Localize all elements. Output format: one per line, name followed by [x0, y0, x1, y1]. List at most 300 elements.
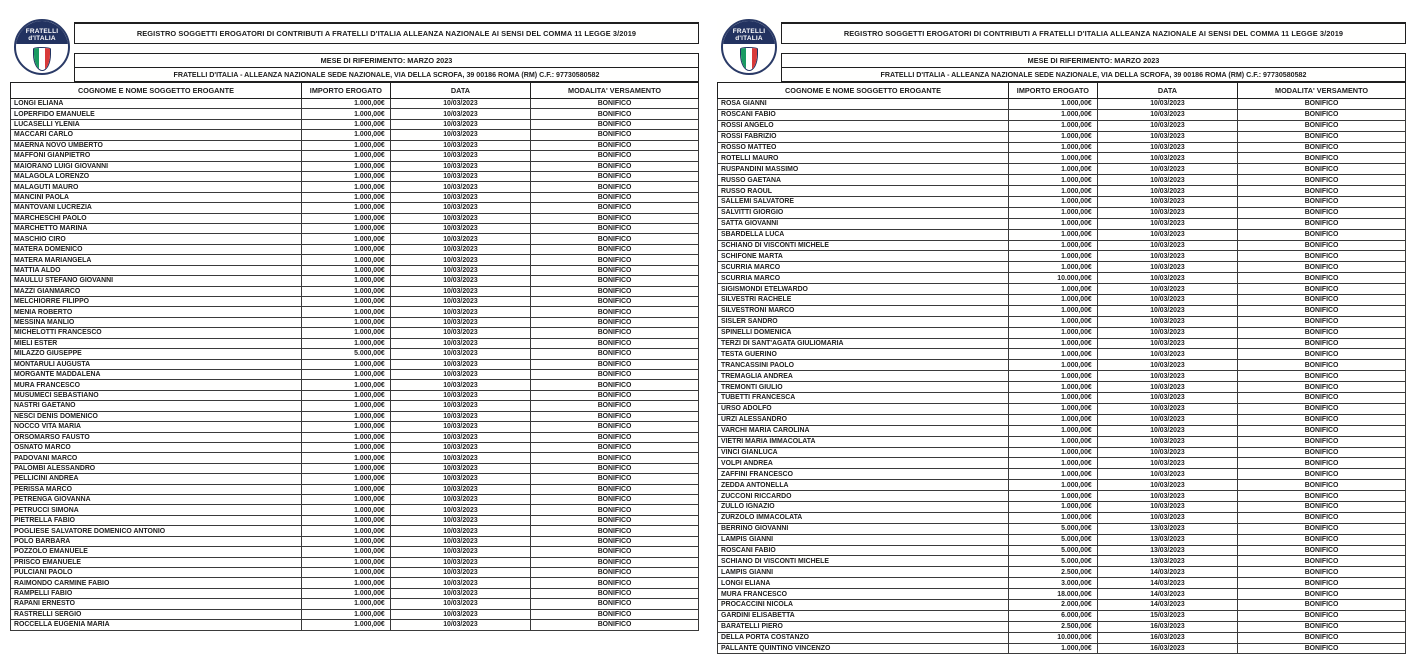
method-cell: BONIFICO [1238, 393, 1406, 404]
donor-name-cell: ZEDDA ANTONELLA [718, 480, 1009, 491]
amount-cell: 1.000,00€ [1009, 512, 1098, 523]
col-header-name: COGNOME E NOME SOGGETTO EROGANTE [11, 83, 302, 99]
table-row [11, 119, 699, 129]
table-row [718, 534, 1406, 545]
date-cell: 10/03/2023 [1097, 338, 1237, 349]
method-cell: BONIFICO [531, 390, 699, 400]
date-cell: 10/03/2023 [1097, 447, 1237, 458]
date-cell: 10/03/2023 [390, 297, 530, 307]
method-cell: BONIFICO [531, 307, 699, 317]
date-cell: 15/03/2023 [1097, 610, 1237, 621]
amount-cell: 1.000,00€ [1009, 425, 1098, 436]
table-row [11, 224, 699, 234]
date-cell: 10/03/2023 [390, 99, 530, 109]
date-cell: 10/03/2023 [1097, 305, 1237, 316]
table-row [718, 610, 1406, 621]
amount-cell: 1.000,00€ [302, 453, 391, 463]
donor-name-cell: MAZZI GIANMARCO [11, 286, 302, 296]
table-row [718, 393, 1406, 404]
page-header [717, 18, 1406, 82]
method-cell: BONIFICO [531, 297, 699, 307]
donor-name-cell: BERRINO GIOVANNI [718, 523, 1009, 534]
amount-cell: 1.000,00€ [302, 495, 391, 505]
table-row [718, 316, 1406, 327]
table-row [718, 414, 1406, 425]
table-row [718, 403, 1406, 414]
table-row [11, 380, 699, 390]
donor-name-cell: PRISCO EMANUELE [11, 557, 302, 567]
method-cell: BONIFICO [531, 578, 699, 588]
table-row [718, 120, 1406, 131]
donor-name-cell: ROSSI FABRIZIO [718, 131, 1009, 142]
fratelli-ditalia-logo-icon [721, 19, 777, 75]
date-cell: 10/03/2023 [1097, 436, 1237, 447]
method-cell: BONIFICO [1238, 621, 1406, 632]
amount-cell: 1.000,00€ [1009, 142, 1098, 153]
table-row [11, 442, 699, 452]
table-row [718, 491, 1406, 502]
donors-table [10, 82, 699, 631]
method-cell: BONIFICO [531, 192, 699, 202]
date-cell: 10/03/2023 [390, 432, 530, 442]
table-row [718, 480, 1406, 491]
amount-cell: 1.000,00€ [302, 255, 391, 265]
donor-name-cell: LAMPIS GIANNI [718, 567, 1009, 578]
table-row [11, 557, 699, 567]
table-row [11, 359, 699, 369]
table-row [718, 207, 1406, 218]
date-cell: 13/03/2023 [1097, 556, 1237, 567]
table-row [718, 131, 1406, 142]
method-cell: BONIFICO [1238, 360, 1406, 371]
method-cell: BONIFICO [1238, 480, 1406, 491]
amount-cell: 1.000,00€ [1009, 491, 1098, 502]
amount-cell: 1.000,00€ [1009, 284, 1098, 295]
date-cell: 10/03/2023 [1097, 425, 1237, 436]
date-cell: 10/03/2023 [390, 557, 530, 567]
donor-name-cell: MICHELOTTI FRANCESCO [11, 328, 302, 338]
amount-cell: 1.000,00€ [302, 244, 391, 254]
amount-cell: 1.000,00€ [302, 474, 391, 484]
donor-name-cell: RASTRELLI SERGIO [11, 609, 302, 619]
date-cell: 10/03/2023 [390, 307, 530, 317]
amount-cell: 1.000,00€ [302, 422, 391, 432]
donor-name-cell: MASCHIO CIRO [11, 234, 302, 244]
table-row [11, 390, 699, 400]
donor-name-cell: RUSSO GAETANA [718, 175, 1009, 186]
method-cell: BONIFICO [531, 171, 699, 181]
amount-cell: 1.000,00€ [302, 463, 391, 473]
amount-cell: 1.000,00€ [1009, 218, 1098, 229]
date-cell: 10/03/2023 [1097, 142, 1237, 153]
table-row [718, 512, 1406, 523]
date-cell: 10/03/2023 [390, 338, 530, 348]
date-cell: 10/03/2023 [390, 484, 530, 494]
date-cell: 10/03/2023 [1097, 371, 1237, 382]
table-header-row [718, 83, 1406, 99]
col-header-date: DATA [1097, 83, 1237, 99]
date-cell: 10/03/2023 [390, 588, 530, 598]
method-cell: BONIFICO [531, 328, 699, 338]
donor-name-cell: LONGI ELIANA [11, 99, 302, 109]
method-cell: BONIFICO [531, 255, 699, 265]
registry-page-1 [10, 18, 699, 631]
table-row [718, 338, 1406, 349]
method-cell: BONIFICO [531, 317, 699, 327]
method-cell: BONIFICO [531, 411, 699, 421]
amount-cell: 1.000,00€ [302, 224, 391, 234]
method-cell: BONIFICO [1238, 436, 1406, 447]
table-row [11, 203, 699, 213]
date-cell: 10/03/2023 [390, 328, 530, 338]
date-cell: 10/03/2023 [390, 213, 530, 223]
table-row [718, 371, 1406, 382]
donor-name-cell: MAULLU STEFANO GIOVANNI [11, 276, 302, 286]
date-cell: 10/03/2023 [390, 526, 530, 536]
amount-cell: 1.000,00€ [1009, 327, 1098, 338]
amount-cell: 1.000,00€ [1009, 349, 1098, 360]
amount-cell: 1.000,00€ [302, 359, 391, 369]
date-cell: 10/03/2023 [390, 109, 530, 119]
donor-name-cell: ORSOMARSO FAUSTO [11, 432, 302, 442]
donor-name-cell: VOLPI ANDREA [718, 458, 1009, 469]
logo-text-line1: FRATELLI [25, 28, 59, 35]
donors-table [717, 82, 1406, 654]
date-cell: 10/03/2023 [390, 505, 530, 515]
donor-name-cell: PIETRELLA FABIO [11, 515, 302, 525]
amount-cell: 1.000,00€ [302, 536, 391, 546]
method-cell: BONIFICO [1238, 469, 1406, 480]
table-row [718, 501, 1406, 512]
table-row [11, 265, 699, 275]
date-cell: 10/03/2023 [1097, 316, 1237, 327]
table-row [718, 153, 1406, 164]
date-cell: 10/03/2023 [1097, 207, 1237, 218]
amount-cell: 1.000,00€ [1009, 447, 1098, 458]
donor-name-cell: SCHIANO DI VISCONTI MICHELE [718, 240, 1009, 251]
donor-name-cell: ROSCANI FABIO [718, 109, 1009, 120]
col-header-amount: IMPORTO EROGATO [1009, 83, 1098, 99]
date-cell: 10/03/2023 [390, 567, 530, 577]
table-row [11, 474, 699, 484]
amount-cell: 1.000,00€ [302, 557, 391, 567]
table-row [11, 453, 699, 463]
donor-name-cell: MUSUMECI SEBASTIANO [11, 390, 302, 400]
table-row [718, 632, 1406, 643]
date-cell: 10/03/2023 [390, 140, 530, 150]
donor-name-cell: RUSPANDINI MASSIMO [718, 164, 1009, 175]
method-cell: BONIFICO [531, 401, 699, 411]
method-cell: BONIFICO [1238, 491, 1406, 502]
donor-name-cell: SILVESTRI RACHELE [718, 295, 1009, 306]
date-cell: 10/03/2023 [390, 609, 530, 619]
amount-cell: 5.000,00€ [1009, 523, 1098, 534]
date-cell: 10/03/2023 [1097, 109, 1237, 120]
table-row [718, 349, 1406, 360]
page-header [10, 18, 699, 82]
method-cell: BONIFICO [531, 130, 699, 140]
donor-name-cell: SPINELLI DOMENICA [718, 327, 1009, 338]
table-row [718, 578, 1406, 589]
donor-name-cell: POZZOLO EMANUELE [11, 547, 302, 557]
donor-name-cell: URZI ALESSANDRO [718, 414, 1009, 425]
table-row [718, 447, 1406, 458]
date-cell: 10/03/2023 [390, 349, 530, 359]
date-cell: 10/03/2023 [390, 359, 530, 369]
donor-name-cell: PALOMBI ALESSANDRO [11, 463, 302, 473]
amount-cell: 1.000,00€ [302, 609, 391, 619]
amount-cell: 10.000,00€ [1009, 273, 1098, 284]
amount-cell: 1.000,00€ [302, 588, 391, 598]
amount-cell: 1.000,00€ [1009, 643, 1098, 654]
amount-cell: 1.000,00€ [1009, 436, 1098, 447]
tricolor-flame-icon [740, 47, 758, 71]
date-cell: 10/03/2023 [390, 390, 530, 400]
method-cell: BONIFICO [1238, 643, 1406, 654]
donor-name-cell: BARATELLI PIERO [718, 621, 1009, 632]
table-row [11, 567, 699, 577]
date-cell: 10/03/2023 [1097, 403, 1237, 414]
table-header-row [11, 83, 699, 99]
date-cell: 10/03/2023 [390, 495, 530, 505]
date-cell: 10/03/2023 [1097, 262, 1237, 273]
table-row [11, 328, 699, 338]
donor-name-cell: MIELI ESTER [11, 338, 302, 348]
table-row [11, 411, 699, 421]
donor-name-cell: ROSA GIANNI [718, 99, 1009, 110]
date-cell: 10/03/2023 [1097, 240, 1237, 251]
method-cell: BONIFICO [1238, 425, 1406, 436]
amount-cell: 1.000,00€ [302, 161, 391, 171]
method-cell: BONIFICO [1238, 556, 1406, 567]
reference-month: MESE DI RIFERIMENTO: MARZO 2023 [74, 53, 699, 67]
donor-name-cell: MALAGOLA LORENZO [11, 171, 302, 181]
table-row [718, 469, 1406, 480]
logo-text-line1: FRATELLI [732, 28, 766, 35]
donor-name-cell: MONTARULI AUGUSTA [11, 359, 302, 369]
col-header-amount: IMPORTO EROGATO [302, 83, 391, 99]
amount-cell: 1.000,00€ [1009, 240, 1098, 251]
date-cell: 10/03/2023 [390, 317, 530, 327]
date-cell: 10/03/2023 [1097, 393, 1237, 404]
date-cell: 10/03/2023 [390, 276, 530, 286]
method-cell: BONIFICO [1238, 305, 1406, 316]
donor-name-cell: MAFFONI GIANPIETRO [11, 151, 302, 161]
method-cell: BONIFICO [531, 349, 699, 359]
amount-cell: 1.000,00€ [302, 140, 391, 150]
method-cell: BONIFICO [1238, 262, 1406, 273]
amount-cell: 1.000,00€ [1009, 338, 1098, 349]
amount-cell: 1.000,00€ [302, 484, 391, 494]
donor-name-cell: MALAGUTI MAURO [11, 182, 302, 192]
method-cell: BONIFICO [531, 526, 699, 536]
date-cell: 10/03/2023 [390, 182, 530, 192]
table-row [11, 432, 699, 442]
amount-cell: 1.000,00€ [302, 307, 391, 317]
amount-cell: 1.000,00€ [1009, 403, 1098, 414]
amount-cell: 1.000,00€ [302, 119, 391, 129]
donor-name-cell: NESCI DENIS DOMENICO [11, 411, 302, 421]
table-row [11, 620, 699, 630]
method-cell: BONIFICO [531, 151, 699, 161]
donor-name-cell: RAPANI ERNESTO [11, 599, 302, 609]
date-cell: 10/03/2023 [390, 192, 530, 202]
amount-cell: 1.000,00€ [1009, 382, 1098, 393]
method-cell: BONIFICO [1238, 131, 1406, 142]
amount-cell: 5.000,00€ [302, 349, 391, 359]
table-row [11, 536, 699, 546]
method-cell: BONIFICO [1238, 175, 1406, 186]
donor-name-cell: DELLA PORTA COSTANZO [718, 632, 1009, 643]
amount-cell: 2.500,00€ [1009, 567, 1098, 578]
amount-cell: 1.000,00€ [302, 599, 391, 609]
amount-cell: 1.000,00€ [1009, 316, 1098, 327]
amount-cell: 1.000,00€ [302, 526, 391, 536]
date-cell: 10/03/2023 [1097, 295, 1237, 306]
table-row [718, 523, 1406, 534]
method-cell: BONIFICO [1238, 284, 1406, 295]
method-cell: BONIFICO [1238, 142, 1406, 153]
donor-name-cell: SCHIFONE MARTA [718, 251, 1009, 262]
method-cell: BONIFICO [1238, 164, 1406, 175]
table-row [11, 286, 699, 296]
donor-name-cell: MATERA MARIANGELA [11, 255, 302, 265]
date-cell: 10/03/2023 [1097, 501, 1237, 512]
method-cell: BONIFICO [1238, 414, 1406, 425]
table-row [718, 545, 1406, 556]
method-cell: BONIFICO [531, 265, 699, 275]
amount-cell: 1.000,00€ [302, 297, 391, 307]
donor-name-cell: ZURZOLO IMMACOLATA [718, 512, 1009, 523]
amount-cell: 1.000,00€ [302, 317, 391, 327]
table-row [718, 458, 1406, 469]
date-cell: 13/03/2023 [1097, 545, 1237, 556]
date-cell: 10/03/2023 [1097, 512, 1237, 523]
method-cell: BONIFICO [1238, 153, 1406, 164]
table-row [11, 171, 699, 181]
date-cell: 16/03/2023 [1097, 621, 1237, 632]
table-row [11, 161, 699, 171]
method-cell: BONIFICO [1238, 512, 1406, 523]
donor-name-cell: NOCCO VITA MARIA [11, 422, 302, 432]
date-cell: 10/03/2023 [390, 380, 530, 390]
method-cell: BONIFICO [531, 453, 699, 463]
method-cell: BONIFICO [531, 599, 699, 609]
amount-cell: 1.000,00€ [302, 567, 391, 577]
table-row [11, 588, 699, 598]
date-cell: 10/03/2023 [1097, 469, 1237, 480]
table-row [718, 99, 1406, 110]
fratelli-ditalia-logo-icon [14, 19, 70, 75]
method-cell: BONIFICO [531, 161, 699, 171]
date-cell: 16/03/2023 [1097, 632, 1237, 643]
date-cell: 10/03/2023 [390, 536, 530, 546]
table-row [718, 273, 1406, 284]
table-row [718, 589, 1406, 600]
date-cell: 10/03/2023 [390, 151, 530, 161]
table-row [11, 369, 699, 379]
method-cell: BONIFICO [1238, 295, 1406, 306]
method-cell: BONIFICO [531, 557, 699, 567]
date-cell: 10/03/2023 [390, 369, 530, 379]
method-cell: BONIFICO [531, 620, 699, 630]
donor-name-cell: NASTRI GAETANO [11, 401, 302, 411]
date-cell: 10/03/2023 [390, 171, 530, 181]
table-row [11, 244, 699, 254]
method-cell: BONIFICO [531, 442, 699, 452]
date-cell: 10/03/2023 [390, 422, 530, 432]
donor-name-cell: SATTA GIOVANNI [718, 218, 1009, 229]
table-row [11, 422, 699, 432]
method-cell: BONIFICO [531, 224, 699, 234]
donor-name-cell: SALLEMI SALVATORE [718, 197, 1009, 208]
method-cell: BONIFICO [1238, 99, 1406, 110]
date-cell: 10/03/2023 [1097, 382, 1237, 393]
table-row [11, 140, 699, 150]
table-row [718, 621, 1406, 632]
method-cell: BONIFICO [531, 474, 699, 484]
date-cell: 10/03/2023 [1097, 218, 1237, 229]
table-row [11, 484, 699, 494]
donor-name-cell: MAERNA NOVO UMBERTO [11, 140, 302, 150]
date-cell: 10/03/2023 [390, 244, 530, 254]
method-cell: BONIFICO [531, 495, 699, 505]
table-row [718, 218, 1406, 229]
donor-name-cell: MILAZZO GIUSEPPE [11, 349, 302, 359]
donor-name-cell: ZUCCONI RICCARDO [718, 491, 1009, 502]
date-cell: 10/03/2023 [390, 453, 530, 463]
amount-cell: 1.000,00€ [302, 432, 391, 442]
registry-title: REGISTRO SOGGETTI EROGATORI DI CONTRIBUTI A FRATELLI D'ITALIA ALLEANZA NAZIONALE AI SENSI DEL COMMA 11 LEGGE 3/2019 [74, 22, 699, 44]
date-cell: 10/03/2023 [390, 442, 530, 452]
date-cell: 10/03/2023 [1097, 131, 1237, 142]
amount-cell: 5.000,00€ [1009, 556, 1098, 567]
logo-text-line2: d'ITALIA [28, 35, 56, 42]
table-row [11, 578, 699, 588]
table-row [718, 197, 1406, 208]
donor-name-cell: LUCASELLI YLENIA [11, 119, 302, 129]
method-cell: BONIFICO [1238, 251, 1406, 262]
table-row [718, 295, 1406, 306]
date-cell: 14/03/2023 [1097, 578, 1237, 589]
donor-name-cell: VIETRI MARIA IMMACOLATA [718, 436, 1009, 447]
amount-cell: 1.000,00€ [1009, 371, 1098, 382]
donor-name-cell: SALVITTI GIORGIO [718, 207, 1009, 218]
table-row [11, 495, 699, 505]
header-divider [74, 44, 699, 53]
donor-name-cell: URSO ADOLFO [718, 403, 1009, 414]
date-cell: 10/03/2023 [1097, 414, 1237, 425]
date-cell: 10/03/2023 [1097, 327, 1237, 338]
method-cell: BONIFICO [1238, 240, 1406, 251]
donor-name-cell: VINCI GIANLUCA [718, 447, 1009, 458]
method-cell: BONIFICO [531, 588, 699, 598]
method-cell: BONIFICO [531, 182, 699, 192]
donor-name-cell: TERZI DI SANT'AGATA GIULIOMARIA [718, 338, 1009, 349]
method-cell: BONIFICO [1238, 599, 1406, 610]
method-cell: BONIFICO [1238, 610, 1406, 621]
method-cell: BONIFICO [1238, 197, 1406, 208]
donor-name-cell: SILVESTRONI MARCO [718, 305, 1009, 316]
table-row [11, 526, 699, 536]
donor-name-cell: LOPERFIDO EMANUELE [11, 109, 302, 119]
method-cell: BONIFICO [531, 609, 699, 619]
amount-cell: 5.000,00€ [1009, 534, 1098, 545]
date-cell: 10/03/2023 [390, 130, 530, 140]
table-row [11, 99, 699, 109]
amount-cell: 1.000,00€ [1009, 480, 1098, 491]
donor-name-cell: PROCACCINI NICOLA [718, 599, 1009, 610]
